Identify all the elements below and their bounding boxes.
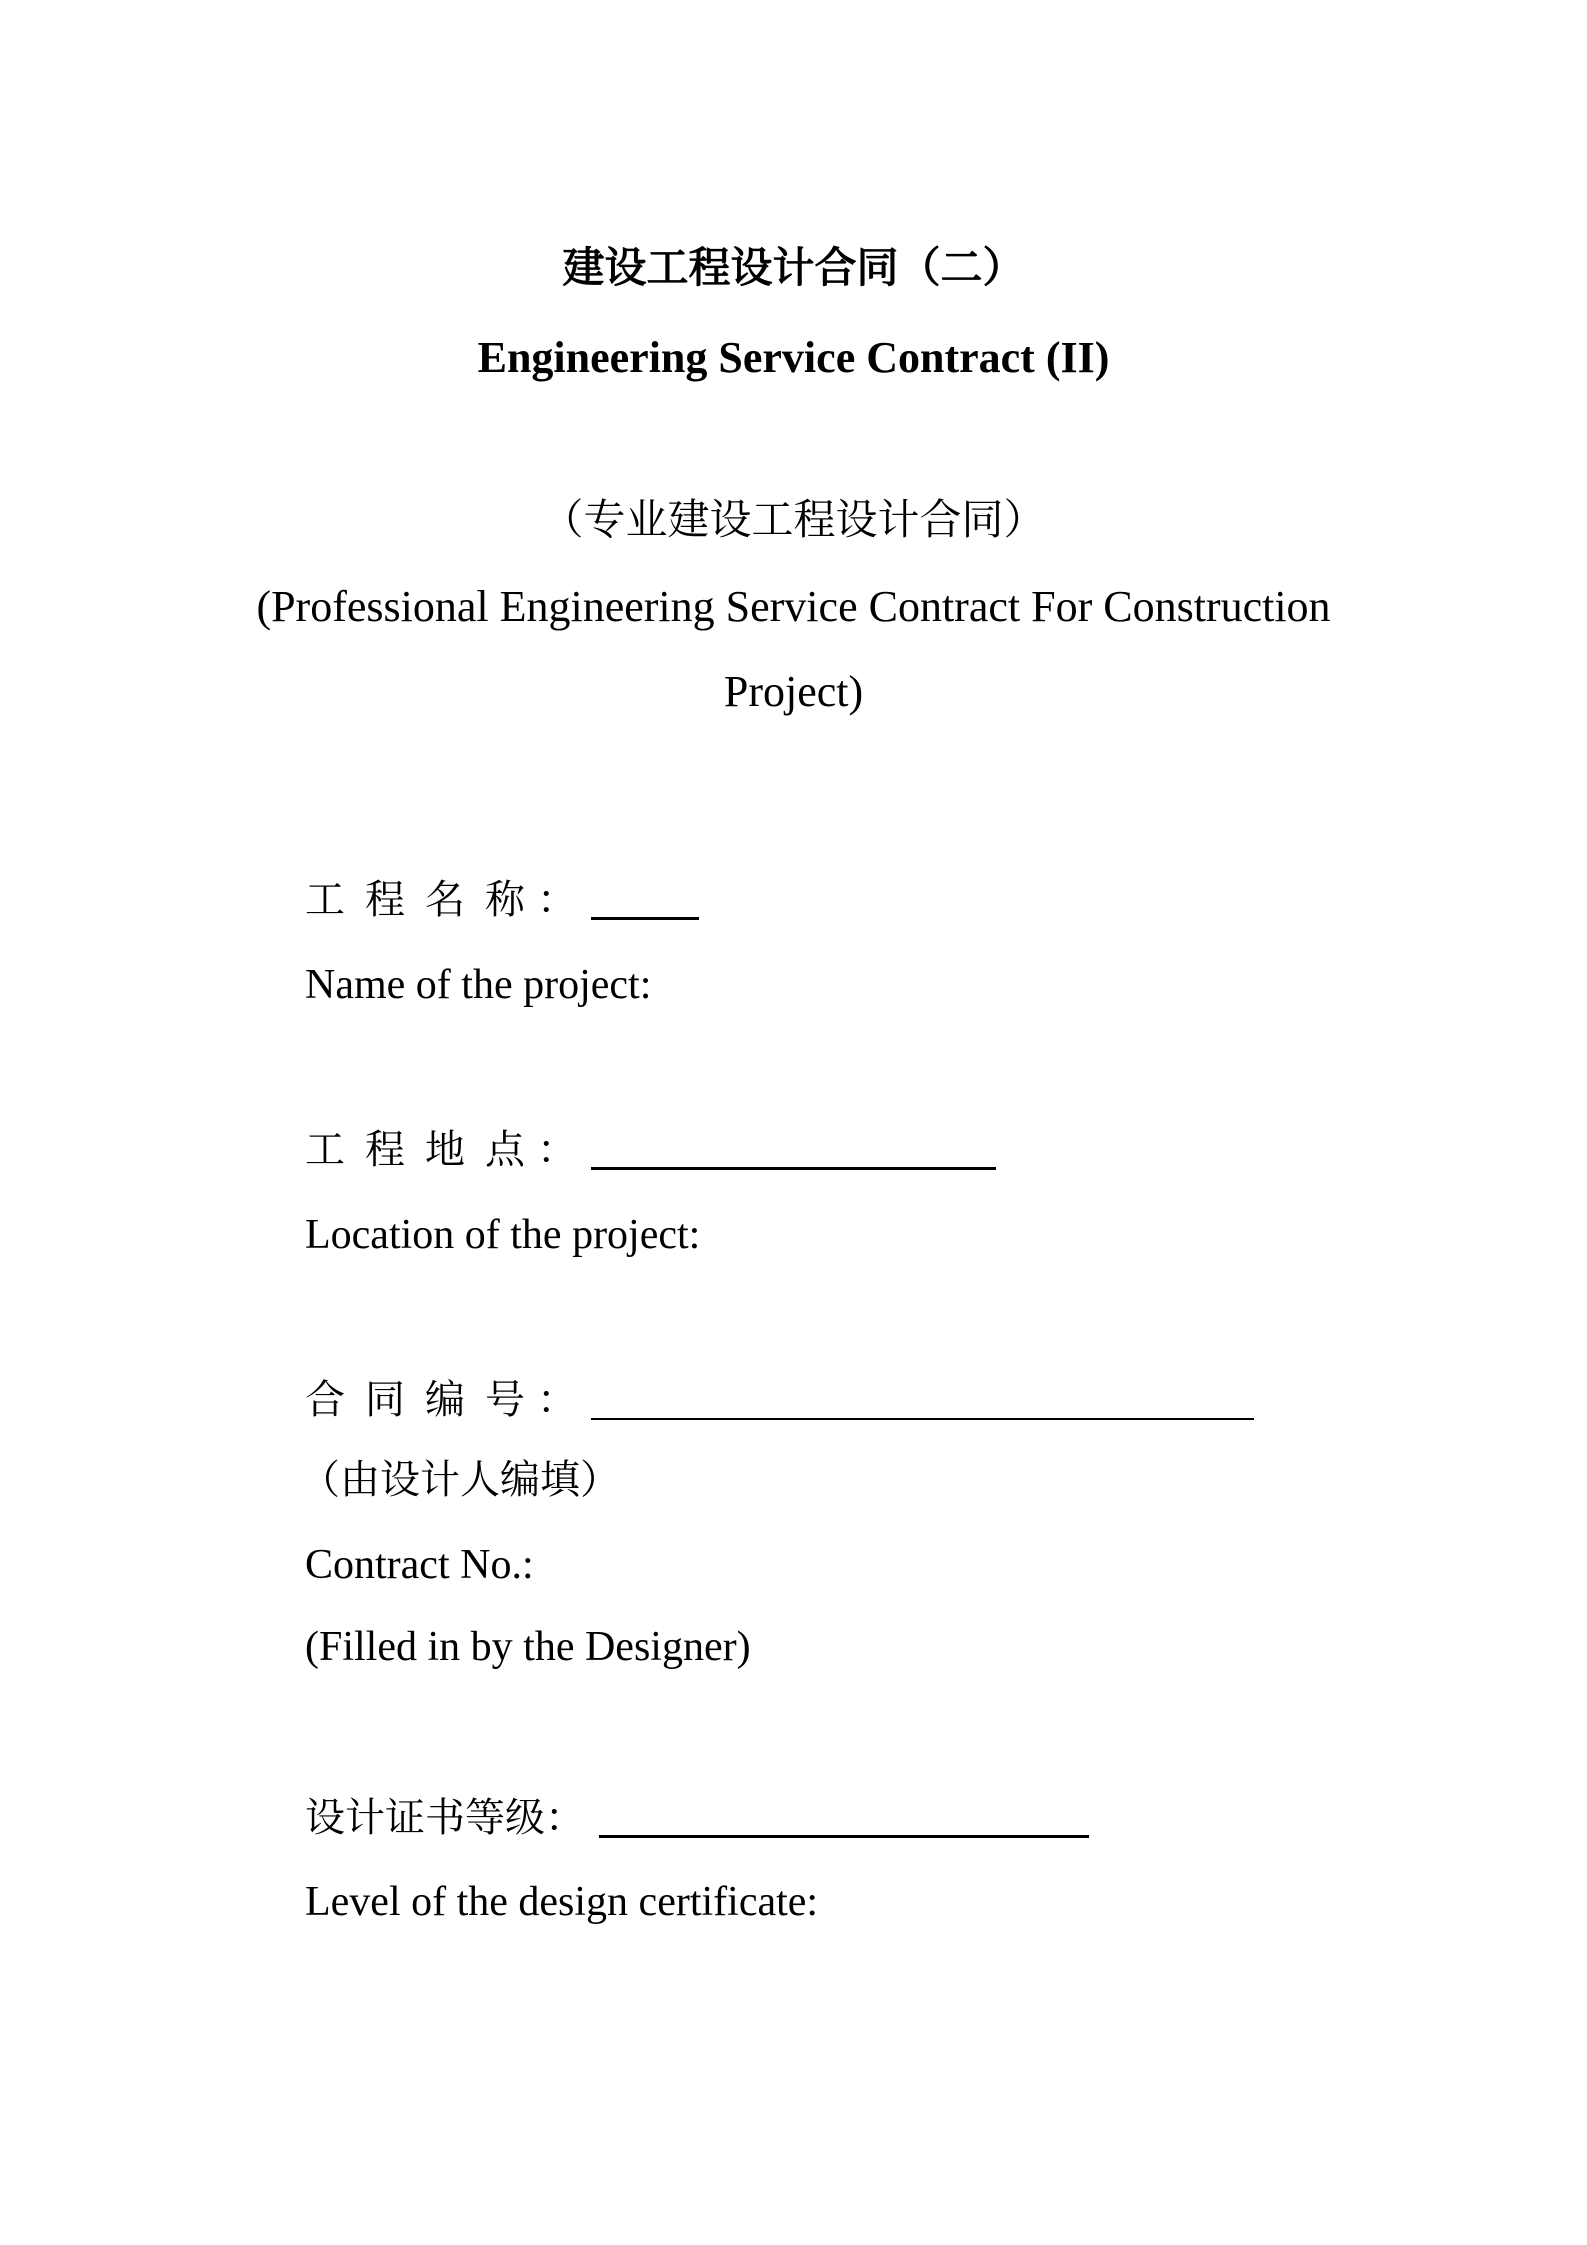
certificate-level-blank-line[interactable] <box>599 1827 1089 1838</box>
project-location-label-cn: 工程地点 <box>305 1127 545 1173</box>
project-location-field <box>305 1120 996 1180</box>
contract-number-note-en: (Filled in by the Designer) <box>305 1624 751 1670</box>
title-english: Engineering Service Contract (II) <box>477 333 1110 382</box>
title-chinese: 建设工程设计合同（二） <box>562 243 1025 292</box>
project-name-blank-line[interactable] <box>591 909 699 920</box>
project-location-colon: ： <box>537 1127 577 1173</box>
certificate-level-label-cn: 设计证书等级 <box>305 1795 545 1841</box>
contract-number-field <box>305 1370 1254 1430</box>
project-name-label-cn: 工程名称 <box>305 877 545 923</box>
project-name-label-en: Name of the project: <box>305 962 652 1008</box>
certificate-level-label-en: Level of the design certificate: <box>305 1879 819 1925</box>
certificate-level-colon: ： <box>545 1795 585 1841</box>
project-location-label-en: Location of the project: <box>305 1212 701 1258</box>
subtitle-chinese: （专业建设工程设计合同） <box>541 495 1046 544</box>
certificate-level-field <box>305 1788 1089 1848</box>
project-location-blank-line[interactable] <box>591 1159 996 1170</box>
contract-number-label-en: Contract No.: <box>305 1542 534 1588</box>
subtitle-english-line-2: Project) <box>723 667 864 716</box>
contract-number-colon: ： <box>537 1377 577 1423</box>
subtitle-english-line-1: (Professional Engineering Service Contract For Construction <box>256 582 1331 631</box>
contract-number-note-cn: （由设计人编填） <box>300 1457 620 1503</box>
contract-number-blank-line[interactable] <box>591 1410 1254 1420</box>
contract-number-label-cn: 合同编号 <box>305 1377 545 1423</box>
project-name-colon: ： <box>537 877 577 923</box>
project-name-field <box>305 870 699 930</box>
